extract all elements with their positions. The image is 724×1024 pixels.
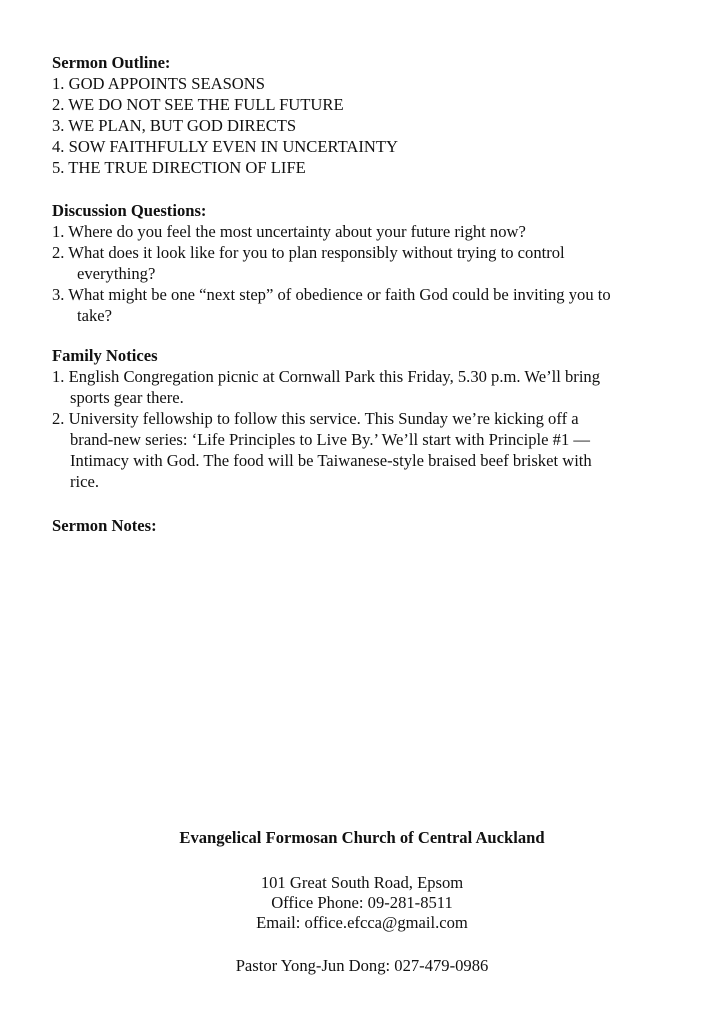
question-item-continuation: everything? [77,264,156,283]
church-name: Evangelical Formosan Church of Central Auckland [179,828,545,847]
notice-item-continuation: Intimacy with God. The food will be Taiwanese-style braised beef brisket with [70,451,592,470]
notice-item: 1. English Congregation picnic at Cornwall Park this Friday, 5.30 p.m. We’ll bring [52,367,601,386]
notice-item-continuation: sports gear there. [70,388,184,407]
outline-item: 1. GOD APPOINTS SEASONS [52,74,265,93]
discussion-questions-section [52,200,611,326]
sermon-notes-section [52,515,157,536]
question-item: 2. What does it look like for you to plan responsibly without trying to control [52,243,565,262]
question-item: 3. What might be one “next step” of obedience or faith God could be inviting you to [52,285,611,304]
question-item: 1. Where do you feel the most uncertainty about your future right now? [52,222,526,241]
sermon-outline-section [52,52,398,178]
family-notices-heading: Family Notices [52,346,158,365]
sermon-outline-heading: Sermon Outline: [52,53,171,72]
outline-item: 4. SOW FAITHFULLY EVEN IN UNCERTAINTY [52,137,398,156]
sermon-notes-heading: Sermon Notes: [52,516,157,535]
outline-item: 5. THE TRUE DIRECTION OF LIFE [52,158,306,177]
notice-item: 2. University fellowship to follow this service. This Sunday we’re kicking off a [52,409,579,428]
pastor-contact: Pastor Yong-Jun Dong: 027-479-0986 [235,956,489,975]
discussion-questions-heading: Discussion Questions: [52,201,207,220]
notice-item-continuation: brand-new series: ‘Life Principles to Live By.’ We’ll start with Principle #1 — [70,430,591,449]
office-phone: Office Phone: 09-281-8511 [271,893,453,912]
question-item-continuation: take? [77,306,113,325]
family-notices-section [52,345,600,492]
outline-item: 2. WE DO NOT SEE THE FULL FUTURE [52,95,344,114]
notice-item-continuation: rice. [70,472,100,491]
outline-item: 3. WE PLAN, BUT GOD DIRECTS [52,116,297,135]
church-address: 101 Great South Road, Epsom [260,873,464,892]
email: Email: office.efcca@gmail.com [256,913,468,932]
